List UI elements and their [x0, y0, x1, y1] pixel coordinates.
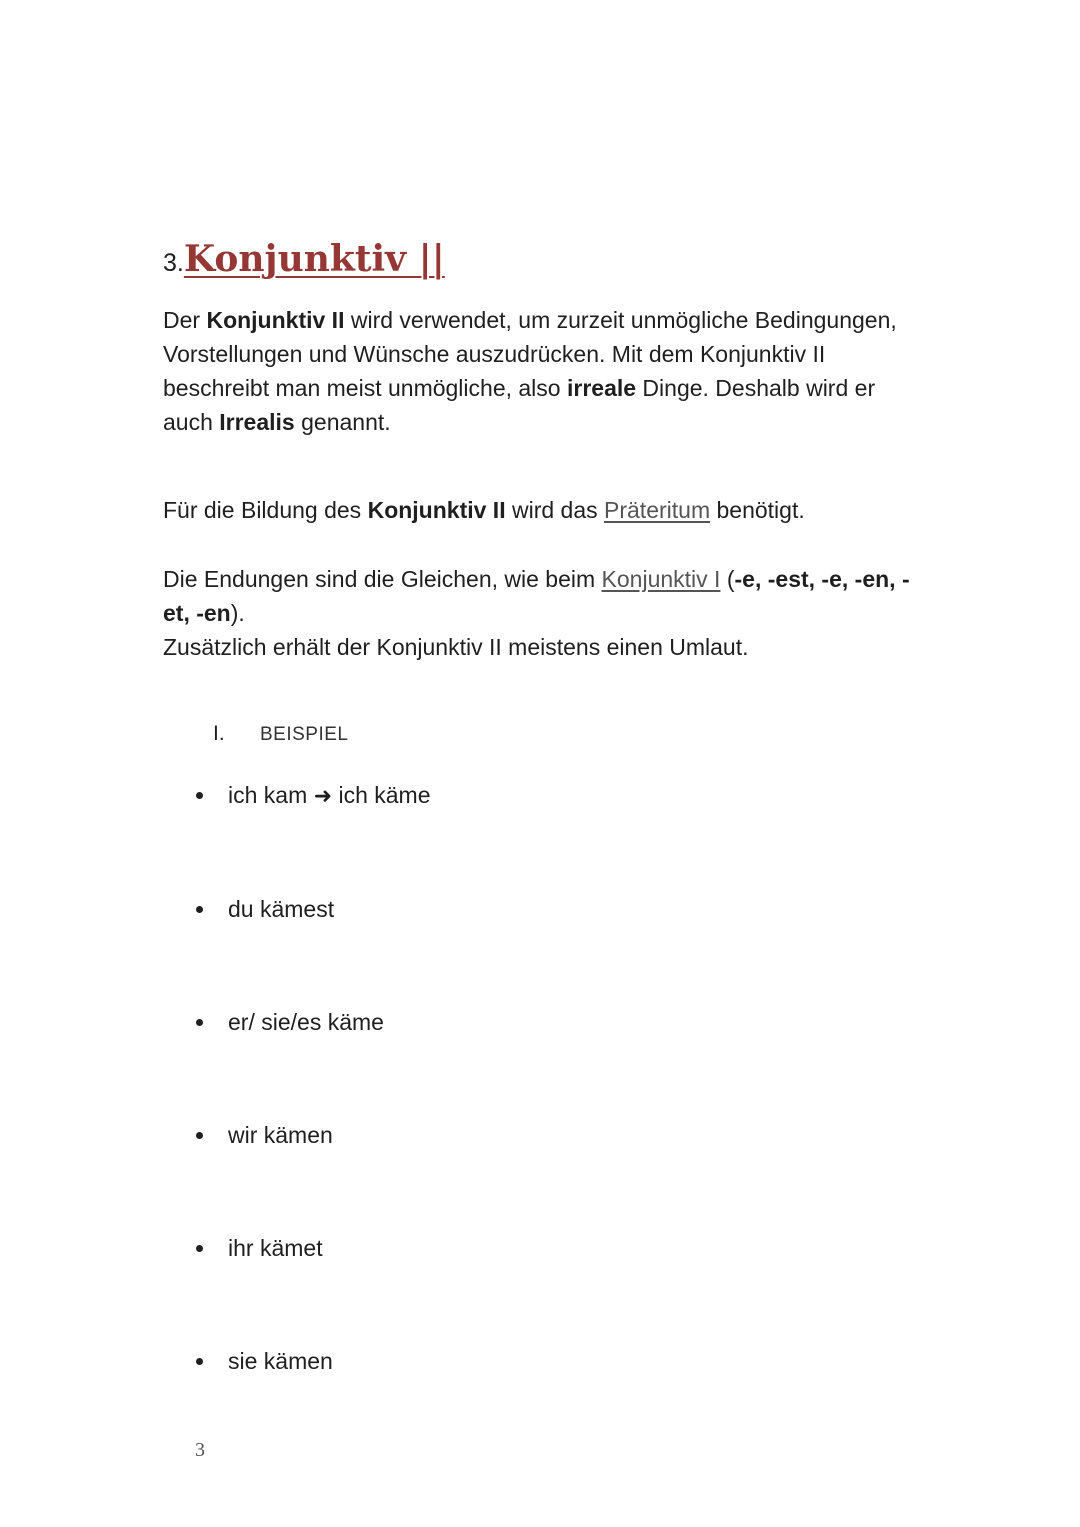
- konjunktiv-1-link[interactable]: Konjunktiv I: [601, 566, 721, 592]
- list-item: [196, 1346, 333, 1376]
- example-heading: [213, 722, 349, 746]
- bullet-icon: [196, 1245, 203, 1252]
- list-item: [196, 1007, 384, 1037]
- conjugation-text: er/ sie/es käme: [228, 1009, 384, 1035]
- bold-term: Konjunktiv II: [206, 307, 345, 333]
- bold-term: Konjunktiv II: [367, 497, 506, 523]
- conjugation-before: ich kam: [228, 782, 308, 808]
- arrow-right-icon: ➜: [313, 784, 333, 809]
- bold-term: irreale: [566, 375, 637, 401]
- list-item: [196, 894, 334, 924]
- formation-paragraph: [163, 493, 923, 527]
- text: (: [720, 566, 735, 592]
- bullet-icon: [196, 1358, 203, 1365]
- text: genannt.: [294, 409, 391, 435]
- text: Der: [163, 307, 207, 333]
- section-heading: [163, 238, 445, 280]
- text: Die Endungen sind die Gleichen, wie beim: [163, 566, 602, 592]
- text: wird das: [505, 497, 605, 523]
- text: wird verwendet, um zurzeit unmögliche Bedingungen, Vorstellungen und Wünsche auszudrücken. Mit dem Konjunktiv II beschreibt man meist unmögliche, also: [163, 307, 897, 401]
- section-number: 3.: [163, 249, 184, 277]
- text: ).: [230, 600, 245, 626]
- bullet-icon: [196, 792, 203, 799]
- endings-list: -e, -est, -e, -en, -et, -en: [163, 566, 910, 626]
- bullet-icon: [196, 906, 203, 913]
- conjugation-text: ihr kämet: [228, 1235, 323, 1261]
- page-number: 3: [195, 1439, 205, 1461]
- praeteritum-link[interactable]: Präteritum: [604, 497, 711, 523]
- list-item: [196, 1120, 333, 1150]
- text: benötigt.: [710, 497, 805, 523]
- conjugation-after: ich käme: [338, 782, 431, 808]
- intro-paragraph: [163, 303, 923, 439]
- list-item: [196, 780, 431, 812]
- endings-paragraph: [163, 562, 923, 664]
- conjugation-text: wir kämen: [228, 1122, 333, 1148]
- bullet-icon: [196, 1019, 203, 1026]
- umlaut-note: Zusätzlich erhält der Konjunktiv II meistens einen Umlaut.: [163, 634, 749, 660]
- conjugation-text: sie kämen: [228, 1348, 333, 1374]
- section-title: Konjunktiv ||: [183, 238, 445, 280]
- text: Für die Bildung des: [163, 497, 368, 523]
- example-numeral: I.: [213, 722, 225, 745]
- list-item: [196, 1233, 323, 1263]
- bold-term: Irrealis: [219, 409, 295, 435]
- example-label: BEISPIEL: [260, 724, 349, 745]
- conjugation-text: du kämest: [228, 896, 335, 922]
- text: Dinge. Deshalb wird er auch: [163, 375, 876, 435]
- bullet-icon: [196, 1132, 203, 1139]
